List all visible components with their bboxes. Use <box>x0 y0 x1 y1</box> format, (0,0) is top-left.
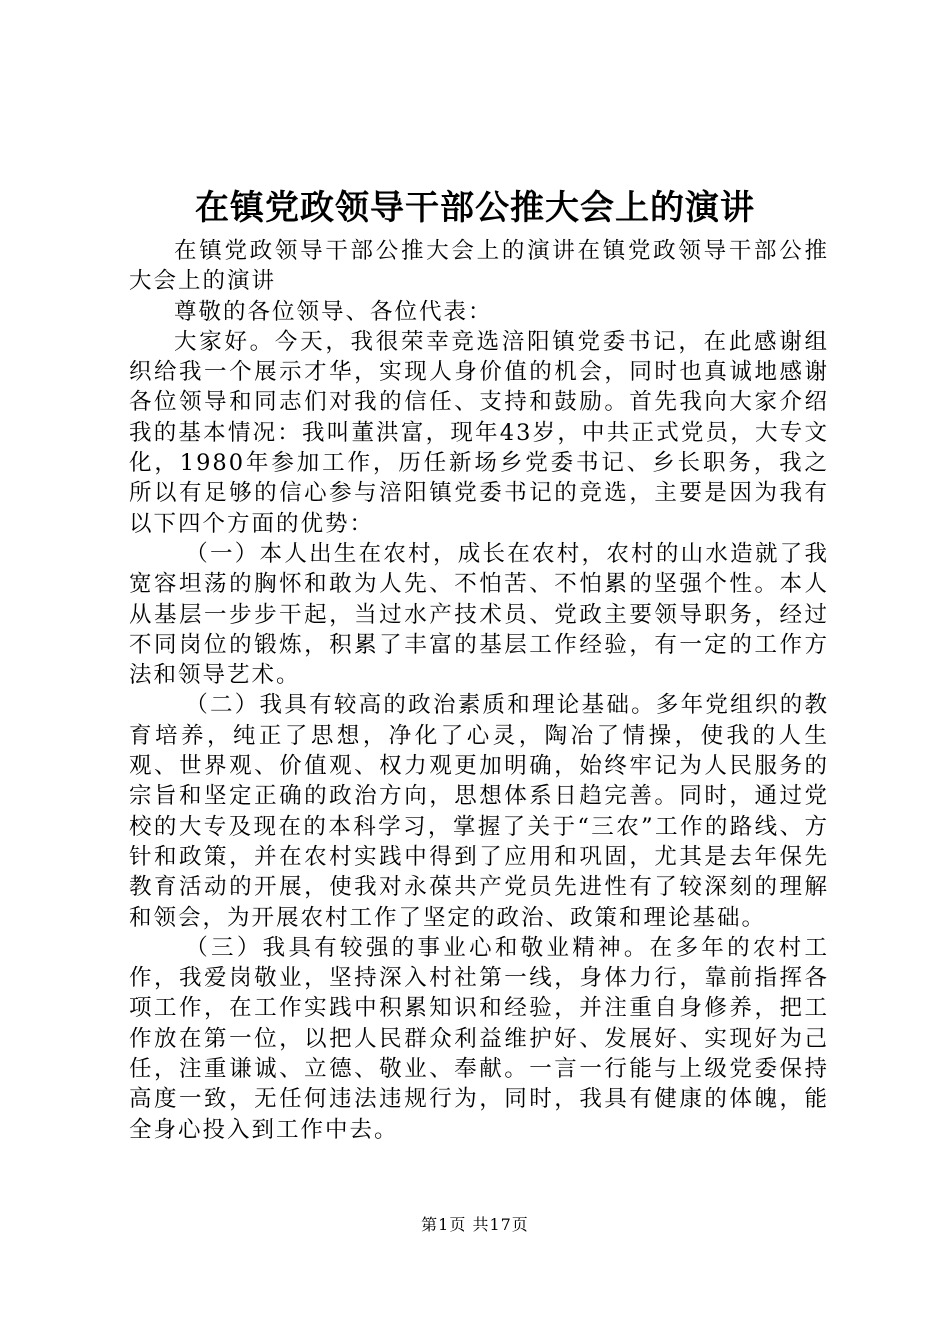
greeting-paragraph: 大家好。今天，我很荣幸竞选涪阳镇党委书记，在此感谢组织给我一个展示才华，实现人身价值的机会，同时也真诚地感谢各位领导和同志们对我的信任、支持和鼓励。首先我向大家介绍我的基本情况：我叫董洪富，现年43岁，中共正式党员，大专文化，1980年参加工作，历任新场乡党委书记、乡长职务，我之所以有足够的信心参与涪阳镇党委书记的竞选，主要是因为我有以下四个方面的优势： <box>129 328 829 537</box>
page-footer: 第1页 共17页 <box>421 1215 529 1234</box>
salutation-paragraph: 尊敬的各位领导、各位代表： <box>174 298 493 325</box>
advantage-one-paragraph: （一）本人出生在农村，成长在农村，农村的山水造就了我宽容坦荡的胸怀和敢为人先、不怕苦、不怕累的坚强个性。本人从基层一步步干起，当过水产技术员、党政主要领导职务，经过不同岗位的锻炼，积累了丰富的基层工作经验，有一定的工作方法和领导艺术。 <box>129 540 829 689</box>
intro-paragraph: 在镇党政领导干部公推大会上的演讲在镇党政领导干部公推大会上的演讲 <box>129 238 829 295</box>
document-body <box>129 236 829 1145</box>
advantage-three-paragraph: （三）我具有较强的事业心和敬业精神。在多年的农村工作，我爱岗敬业，坚持深入村社第一线，身体力行，靠前指挥各项工作，在工作实践中积累知识和经验，并注重自身修养，把工作放在第一位，以把人民群众利益维护好、发展好、实现好为己任，注重谦诚、立德、敬业、奉献。一言一行能与上级党委保持高度一致，无任何违法违规行为，同时，我具有健康的体魄，能全身心投入到工作中去。 <box>129 934 829 1143</box>
advantage-two-paragraph: （二）我具有较高的政治素质和理论基础。多年党组织的教育培养，纯正了思想，净化了心灵，陶冶了情操，使我的人生观、世界观、价值观、权力观更加明确，始终牢记为人民服务的宗旨和坚定正确的政治方向，思想体系日趋完善。同时，通过党校的大专及现在的本科学习，掌握了关于“三农”工作的路线、方针和政策，并在农村实践中得到了应用和巩固，尤其是去年保先教育活动的开展，使我对永葆共产党员先进性有了较深刻的理解和领会，为开展农村工作了坚定的政治、政策和理论基础。 <box>129 692 829 931</box>
document-title: 在镇党政领导干部公推大会上的演讲 <box>195 188 755 228</box>
